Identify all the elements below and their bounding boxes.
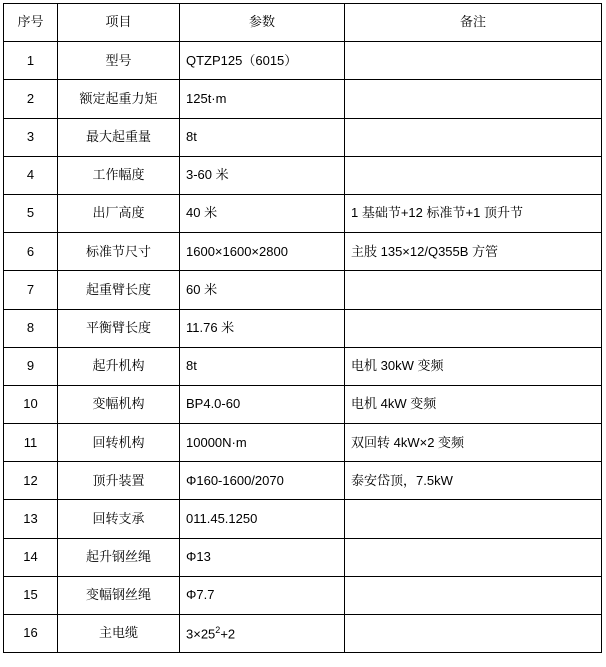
cell-note: 电机 4kW 变频 (345, 385, 602, 423)
cell-item: 起升钢丝绳 (58, 538, 180, 576)
cell-no: 3 (4, 118, 58, 156)
table-row (4, 271, 602, 309)
cell-no: 16 (4, 615, 58, 653)
cell-item: 额定起重力矩 (58, 80, 180, 118)
cell-note (345, 118, 602, 156)
table-row (4, 194, 602, 232)
cell-no: 2 (4, 80, 58, 118)
cell-item: 起重臂长度 (58, 271, 180, 309)
table-row (4, 309, 602, 347)
cell-note (345, 156, 602, 194)
cell-item: 回转支承 (58, 500, 180, 538)
cell-note (345, 576, 602, 614)
cell-no: 15 (4, 576, 58, 614)
cell-no: 11 (4, 424, 58, 462)
cell-item: 工作幅度 (58, 156, 180, 194)
cell-item: 顶升装置 (58, 462, 180, 500)
table-row (4, 42, 602, 80)
cell-item: 标准节尺寸 (58, 233, 180, 271)
cell-param: BP4.0-60 (180, 385, 345, 423)
cell-no: 6 (4, 233, 58, 271)
cell-no: 5 (4, 194, 58, 232)
cell-note: 泰安岱顶，7.5kW (345, 462, 602, 500)
table-header (4, 4, 602, 42)
cell-param: 40 米 (180, 194, 345, 232)
cell-item: 型号 (58, 42, 180, 80)
cell-note: 1 基础节+12 标准节+1 顶升节 (345, 194, 602, 232)
cell-param: 10000N·m (180, 424, 345, 462)
cell-note (345, 271, 602, 309)
specification-table (3, 3, 602, 653)
column-header-param: 参数 (180, 4, 345, 42)
table-row (4, 385, 602, 423)
cell-note (345, 538, 602, 576)
column-header-no: 序号 (4, 4, 58, 42)
cell-param: Φ7.7 (180, 576, 345, 614)
cell-item: 出厂高度 (58, 194, 180, 232)
table-row (4, 156, 602, 194)
cell-param: 3-60 米 (180, 156, 345, 194)
cell-item: 最大起重量 (58, 118, 180, 156)
column-header-note: 备注 (345, 4, 602, 42)
cell-param: QTZP125（6015） (180, 42, 345, 80)
cell-no: 7 (4, 271, 58, 309)
cell-param: 1600×1600×2800 (180, 233, 345, 271)
cell-item: 平衡臂长度 (58, 309, 180, 347)
cell-item: 起升机构 (58, 347, 180, 385)
cell-no: 13 (4, 500, 58, 538)
cell-item: 变幅机构 (58, 385, 180, 423)
cell-param: 011.45.1250 (180, 500, 345, 538)
cell-no: 12 (4, 462, 58, 500)
cell-param: 60 米 (180, 271, 345, 309)
cell-param: Φ160-1600/2070 (180, 462, 345, 500)
cell-param: 8t (180, 118, 345, 156)
table-body (4, 42, 602, 653)
cell-param: 11.76 米 (180, 309, 345, 347)
cell-note (345, 500, 602, 538)
table-row (4, 538, 602, 576)
cell-no: 14 (4, 538, 58, 576)
cell-note: 主肢 135×12/Q355B 方管 (345, 233, 602, 271)
table-row (4, 118, 602, 156)
cell-note (345, 80, 602, 118)
table-row (4, 500, 602, 538)
table-row (4, 347, 602, 385)
table-row (4, 576, 602, 614)
cell-note (345, 42, 602, 80)
cell-param: $3\times 25^2+2$ (180, 615, 345, 653)
cell-param: Φ13 (180, 538, 345, 576)
cell-note (345, 309, 602, 347)
cell-item: 变幅钢丝绳 (58, 576, 180, 614)
cell-no: 1 (4, 42, 58, 80)
cell-param: 125t·m (180, 80, 345, 118)
cell-note: 双回转 4kW×2 变频 (345, 424, 602, 462)
table-row (4, 615, 602, 653)
cell-note: 电机 30kW 变频 (345, 347, 602, 385)
cell-no: 10 (4, 385, 58, 423)
cell-item: 主电缆 (58, 615, 180, 653)
cell-no: 8 (4, 309, 58, 347)
column-header-item: 项目 (58, 4, 180, 42)
table-row (4, 80, 602, 118)
table-header-row (4, 4, 602, 42)
cell-no: 9 (4, 347, 58, 385)
cell-note (345, 615, 602, 653)
table-row (4, 233, 602, 271)
cell-item: 回转机构 (58, 424, 180, 462)
cell-param: 8t (180, 347, 345, 385)
cell-no: 4 (4, 156, 58, 194)
table-row (4, 424, 602, 462)
table-row (4, 462, 602, 500)
